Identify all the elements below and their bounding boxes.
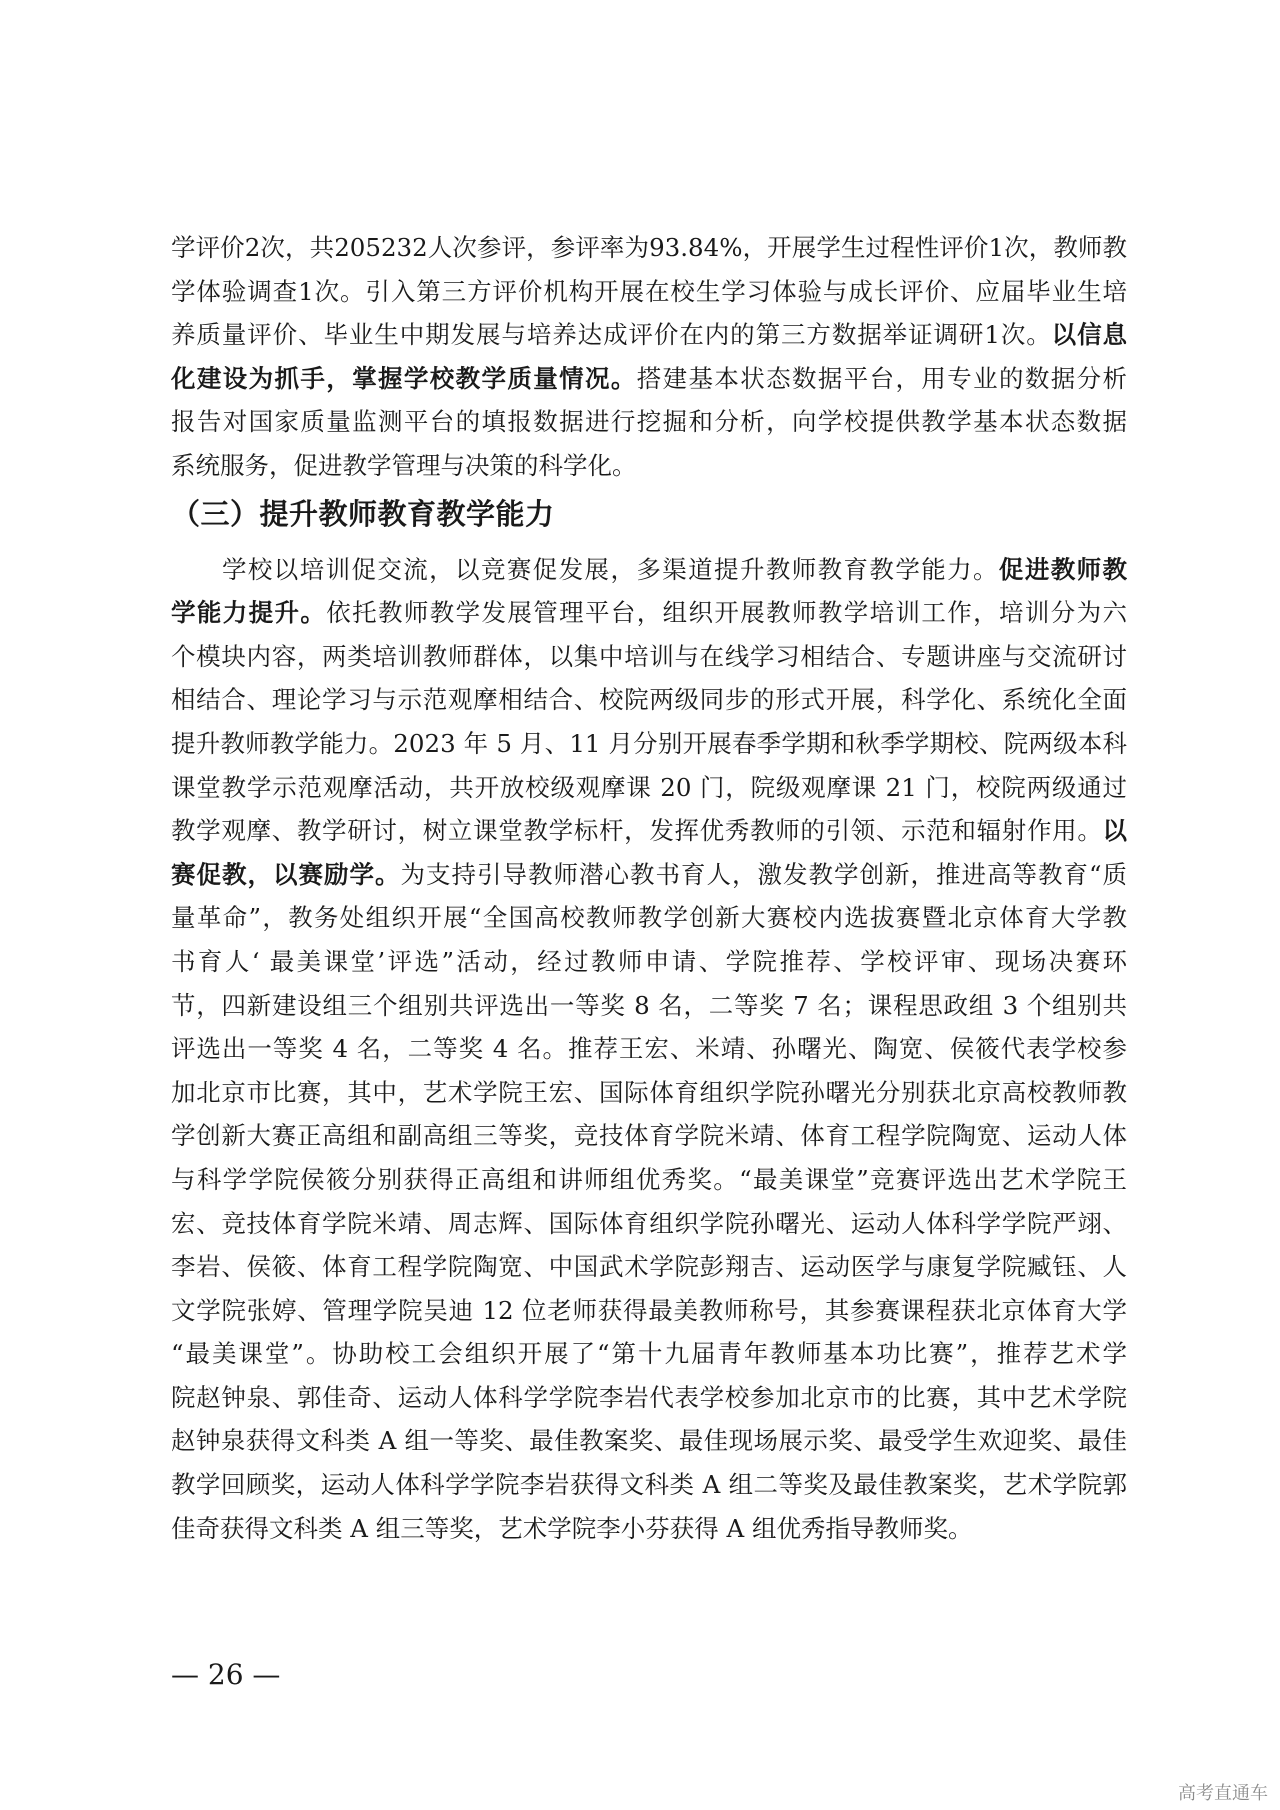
text-segment: 书育人‘ 最美课堂’评选”活动，经过教师申请、学院推荐、学校评审、现场决赛环 [171,946,1127,976]
text-line [171,1071,1127,1115]
text-line [171,1289,1127,1333]
text-line [171,766,1127,810]
bold-text-segment: 化建设为抓手，掌握学校教学质量情况。 [171,363,637,393]
text-segment: 学创新大赛正高组和副高组三等奖，竞技体育学院米靖、体育工程学院陶宽、运动人体 [171,1121,1127,1151]
text-segment: 搭建基本状态数据平台，用专业的数据分析 [636,363,1127,393]
text-line [171,722,1127,766]
bold-text-segment: 学能力提升。 [171,598,327,628]
text-segment: 依托教师教学发展管理平台，组织开展教师教学培训工作，培训分为六 [326,598,1127,628]
bold-text-segment: 促进教师教 [998,554,1127,584]
text-line [171,1202,1127,1246]
text-segment: 学体验调查1次。引入第三方评价机构开展在校生学习体验与成长评价、应届毕业生培 [171,276,1127,306]
text-line [171,1245,1127,1289]
text-segment: 加北京市比赛，其中，艺术学院王宏、国际体育组织学院孙曙光分别获北京高校教师教 [171,1077,1127,1107]
paragraph-1 [171,226,1127,488]
text-line [171,635,1127,679]
page-number: — 26 — [171,1658,281,1691]
text-line [171,1463,1127,1507]
bold-text-segment: 以 [1102,816,1127,846]
text-segment: 教学回顾奖，运动人体科学学院李岩获得文科类 A 组二等奖及最佳教案奖，艺术学院郭 [171,1470,1127,1500]
bold-text-segment: 赛促教，以赛励学。 [171,859,401,889]
text-segment: 学评价2次，共205232人次参评，参评率为93.84%，开展学生过程性评价1次，教师教 [171,233,1127,262]
text-line [171,678,1127,722]
text-line [171,444,1127,488]
text-line [171,1158,1127,1202]
text-line [171,1332,1127,1376]
text-segment: 课堂教学示范观摩活动，共开放校级观摩课 20 门，院级观摩课 21 门，校院两级通过 [171,772,1127,802]
text-line [171,1507,1127,1551]
text-segment: 节，四新建设组三个组别共评选出一等奖 8 名，二等奖 7 名；课程思政组 3 个组别共 [171,990,1127,1020]
text-line [171,853,1127,897]
text-segment: 佳奇获得文科类 A 组三等奖，艺术学院李小芬获得 A 组优秀指导教师奖。 [171,1513,973,1543]
text-segment: 教学观摩、教学研讨，树立课堂教学标杆，发挥优秀教师的引领、示范和辐射作用。 [171,816,1103,846]
text-segment: 报告对国家质量监测平台的填报数据进行挖掘和分析，向学校提供教学基本状态数据 [171,407,1127,437]
text-segment: 赵钟泉获得文科类 A 组一等奖、最佳教案奖、最佳现场展示奖、最受学生欢迎奖、最佳 [171,1426,1127,1456]
text-line [171,226,1127,270]
text-line [171,940,1127,984]
text-line [171,400,1127,444]
text-segment: 院赵钟泉、郭佳奇、运动人体科学学院李岩代表学校参加北京市的比赛，其中艺术学院 [171,1382,1127,1412]
text-segment: 文学院张婷、管理学院吴迪 12 位老师获得最美教师称号，其参赛课程获北京体育大学 [171,1295,1127,1325]
text-line [171,896,1127,940]
text-segment: 与科学学院侯筱分别获得正高组和讲师组优秀奖。“最美课堂”竞赛评选出艺术学院王 [171,1164,1127,1194]
text-line [171,591,1127,635]
text-segment: “最美课堂”。协助校工会组织开展了“第十九届青年教师基本功比赛”，推荐艺术学 [171,1339,1127,1369]
text-segment: 学校以培训促交流，以竞赛促发展，多渠道提升教师教育教学能力。 [222,554,999,584]
text-segment: 量革命”，教务处组织开展“全国高校教师教学创新大赛校内选拔赛暨北京体育大学教 [171,903,1127,933]
text-segment: 为支持引导教师潜心教书育人，激发教学创新，推进高等教育“质 [400,859,1127,889]
text-segment: 相结合、理论学习与示范观摩相结合、校院两级同步的形式开展，科学化、系统化全面 [171,685,1127,715]
text-segment: 评选出一等奖 4 名，二等奖 4 名。推荐王宏、米靖、孙曙光、陶宽、侯筱代表学校参 [171,1034,1127,1064]
watermark: 高考直通车 [1178,1783,1268,1804]
text-line [171,809,1127,853]
section-heading: （三）提升教师教育教学能力 [171,497,555,531]
bold-text-segment: 以信息 [1051,320,1127,350]
text-line [171,548,1127,592]
text-segment: 个模块内容，两类培训教师群体，以集中培训与在线学习相结合、专题讲座与交流研讨 [171,641,1127,671]
text-line [171,1114,1127,1158]
text-line [171,357,1127,401]
text-segment: 系统服务，促进教学管理与决策的科学化。 [171,450,637,480]
text-line [171,1419,1127,1463]
text-line [171,984,1127,1028]
text-segment: 宏、竞技体育学院米靖、周志辉、国际体育组织学院孙曙光、运动人体科学学院严翊、 [171,1208,1127,1238]
text-line [171,270,1127,314]
text-segment: 李岩、侯筱、体育工程学院陶宽、中国武术学院彭翔吉、运动医学与康复学院臧钰、人 [171,1252,1127,1282]
text-segment: 提升教师教学能力。2023 年 5 月、11 月分别开展春季学期和秋季学期校、院两级本科 [171,728,1127,758]
paragraph-2 [171,548,1127,1551]
text-line [171,1376,1127,1420]
text-line [171,313,1127,357]
text-segment: 养质量评价、毕业生中期发展与培养达成评价在内的第三方数据举证调研1次。 [171,320,1052,350]
text-line [171,1027,1127,1071]
